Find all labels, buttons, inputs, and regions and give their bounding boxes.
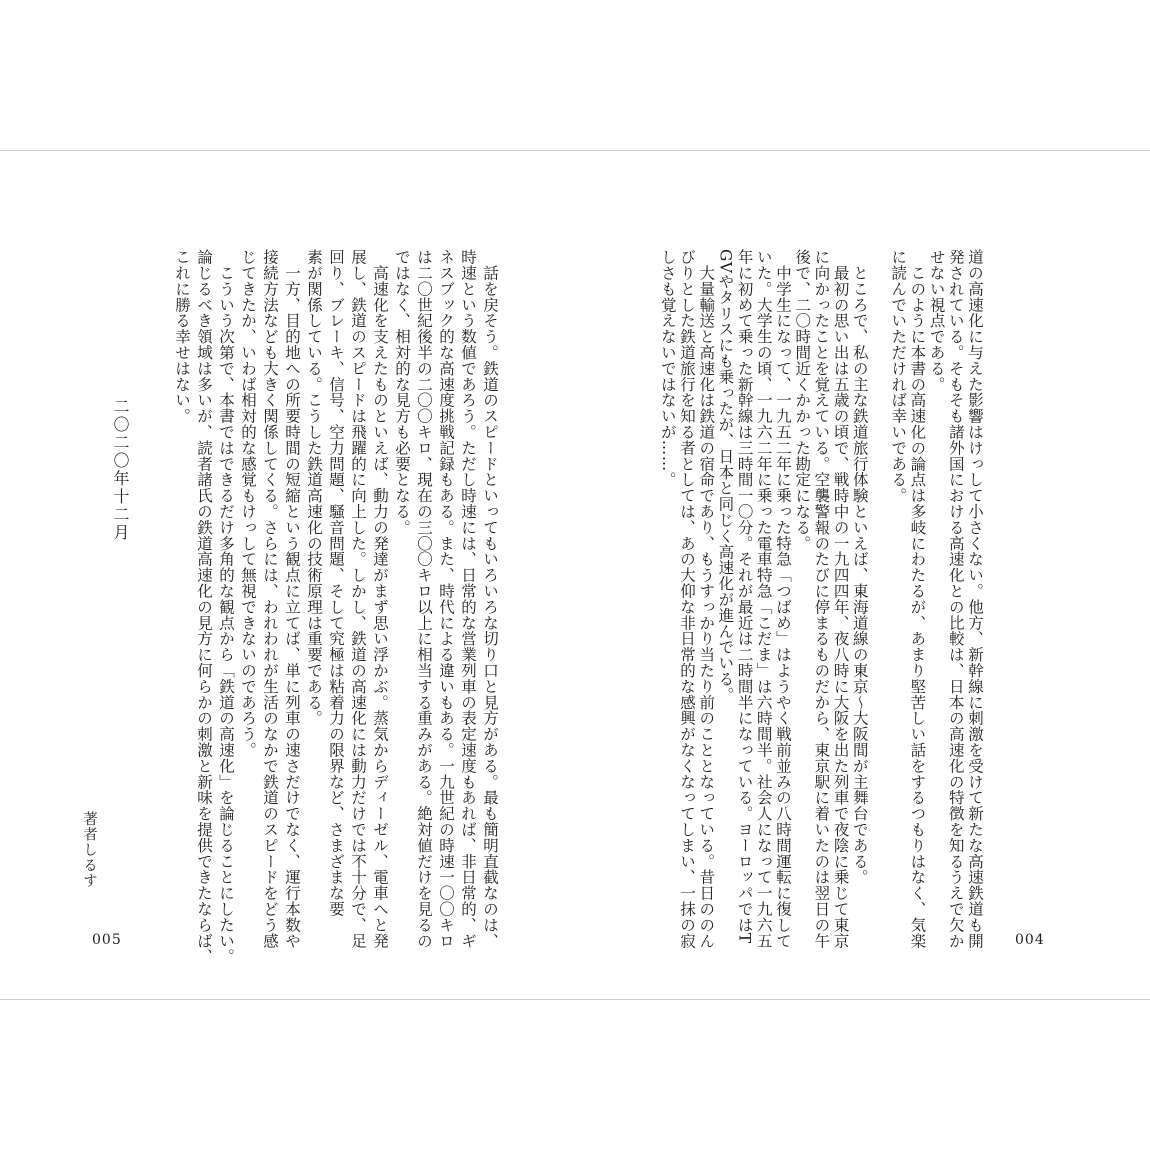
right-text-line: 年に初めて乗った新幹線は三時間一〇分。それが最近は二時間半になっている。ヨーロッパではT (735, 249, 754, 944)
right-text-line: 中学生になって、一九五二年に乗った特急「つばめ」はようやく戦前並みの八時間運転に復して (774, 249, 792, 949)
right-text-line: に読んでいただければ幸いである。 (889, 249, 908, 504)
book-spread (0, 150, 1150, 1000)
right-page (575, 151, 1150, 1001)
left-text-line: は二〇世紀後半の二〇〇キロ、現在の三〇〇キロ以上に相当する重みがある。絶対値だけを見るの (415, 249, 433, 949)
right-text-line (869, 249, 889, 979)
left-text-line: 論じるべき領域は多いが、読者諸氏の鉄道高速化の見方に何らかの刺激と新味を提供できたならば、 (195, 249, 213, 965)
right-text-line: 大量輸送と高速化は鉄道の宿命であり、もうすっかり当たり前のこととなっている。昔日ののん (697, 249, 716, 949)
left-text-line: じてきたか、いわば相対的な感覚もけっして無視できないのであろう。 (239, 249, 257, 758)
date-line: 二〇二〇年十二月 (111, 398, 130, 542)
left-text-line: 接続方法なども大きく関係してくる。さらには、われわれが生活のなかで鉄道のスピードをどう感 (261, 249, 279, 949)
right-text-line: 道の高速化に与えた影響はけっして小さくない。他方、新幹線に刺激を受けて新たな高速鉄道も開 (966, 249, 984, 949)
left-text-line: ではなく、相対的な見方も必要となる。 (393, 249, 411, 536)
right-text-line: このように本書の高速化の論点は多岐にわたるが、あまり堅苦しい話をするつもりはなく、気楽 (908, 249, 927, 949)
right-text-line: 最初の思い出は五歳の頃で、戦時中の一九四四年、夜八時に大阪を出た列車で夜陰に乗じて東京 (831, 249, 850, 949)
right-text-line: 後で、二〇時間近くかかった勘定になる。 (793, 249, 812, 552)
right-text-line: 発されている。そもそも諸外国における高速化との比較は、日本の高速化の特徴を知るうえで欠か (946, 249, 965, 949)
left-text-line: 一方、目的地への所要時間の短縮という観点に立てば、単に列車の速さだけでなく、運行本数や (283, 249, 301, 949)
left-text-line: これに勝る幸せはない。 (173, 249, 191, 424)
left-page (0, 151, 575, 1001)
signature: 著者しるす (81, 811, 97, 889)
right-text-line: ところで、私の主な鉄道旅行体験といえば、東海道線の東京〜大阪間が主舞台である。 (850, 249, 869, 885)
left-text-line: ネスブック的な高速度挑戦記録もある。また、時代による違いもある。一九世紀の時速一〇〇キロ (437, 249, 455, 949)
left-text-line: 高速化を支えたものといえば、動力の発達がまず思い浮かぶ。蒸気からディーゼル、電車へと発 (371, 249, 389, 949)
left-text-line: 時速という数値であろう。ただし時速には、日常的な営業列車の表定速度もあれば、非日常的、ギ (459, 249, 477, 949)
right-text-line: しさも覚えないではないが……。 (658, 249, 677, 488)
right-text-line: せない視点である。 (927, 249, 946, 393)
left-text-line: 回り、ブレーキ、信号、空力問題、騒音問題、そして究極は粘着力の限界など、さまざまな要 (327, 249, 345, 917)
left-text-line: 素が関係している。こうした鉄道高速化の技術原理は重要である。 (305, 249, 323, 726)
right-text-line: びりとした鉄道旅行を知る者としては、あの大仰な非日常的な感興がなくなってしまい、一抹の寂 (678, 249, 696, 949)
left-text-line: こういう次第で、本書ではできるだけ多角的な観点から「鉄道の高速化」を論じることにしたい。 (217, 249, 235, 965)
page-number-left: 005 (92, 932, 122, 948)
page-number-right: 004 (1015, 932, 1045, 948)
left-text-line: 展し、鉄道のスピードは飛躍的に向上した。しかし、鉄道の高速化には動力だけでは不十分で、足 (349, 249, 367, 949)
left-text-line: 話を戻そう。鉄道のスピードといってもいろいろな切り口と見方がある。最も簡明直截なのは、 (481, 249, 499, 949)
right-text-line: いた。大学生の頃、一九六二年に乗った電車特急「こだま」は六時間半。社会人になって一九六五 (754, 249, 773, 949)
right-text-line: GVやタリスにも乗ったが、日本と同じく高速化が進んでいる。 (716, 249, 735, 703)
right-text-line: に向かったことを覚えている。空襲警報のたびに停まるものだから、東京駅に着いたのは翌日の午 (812, 249, 831, 949)
